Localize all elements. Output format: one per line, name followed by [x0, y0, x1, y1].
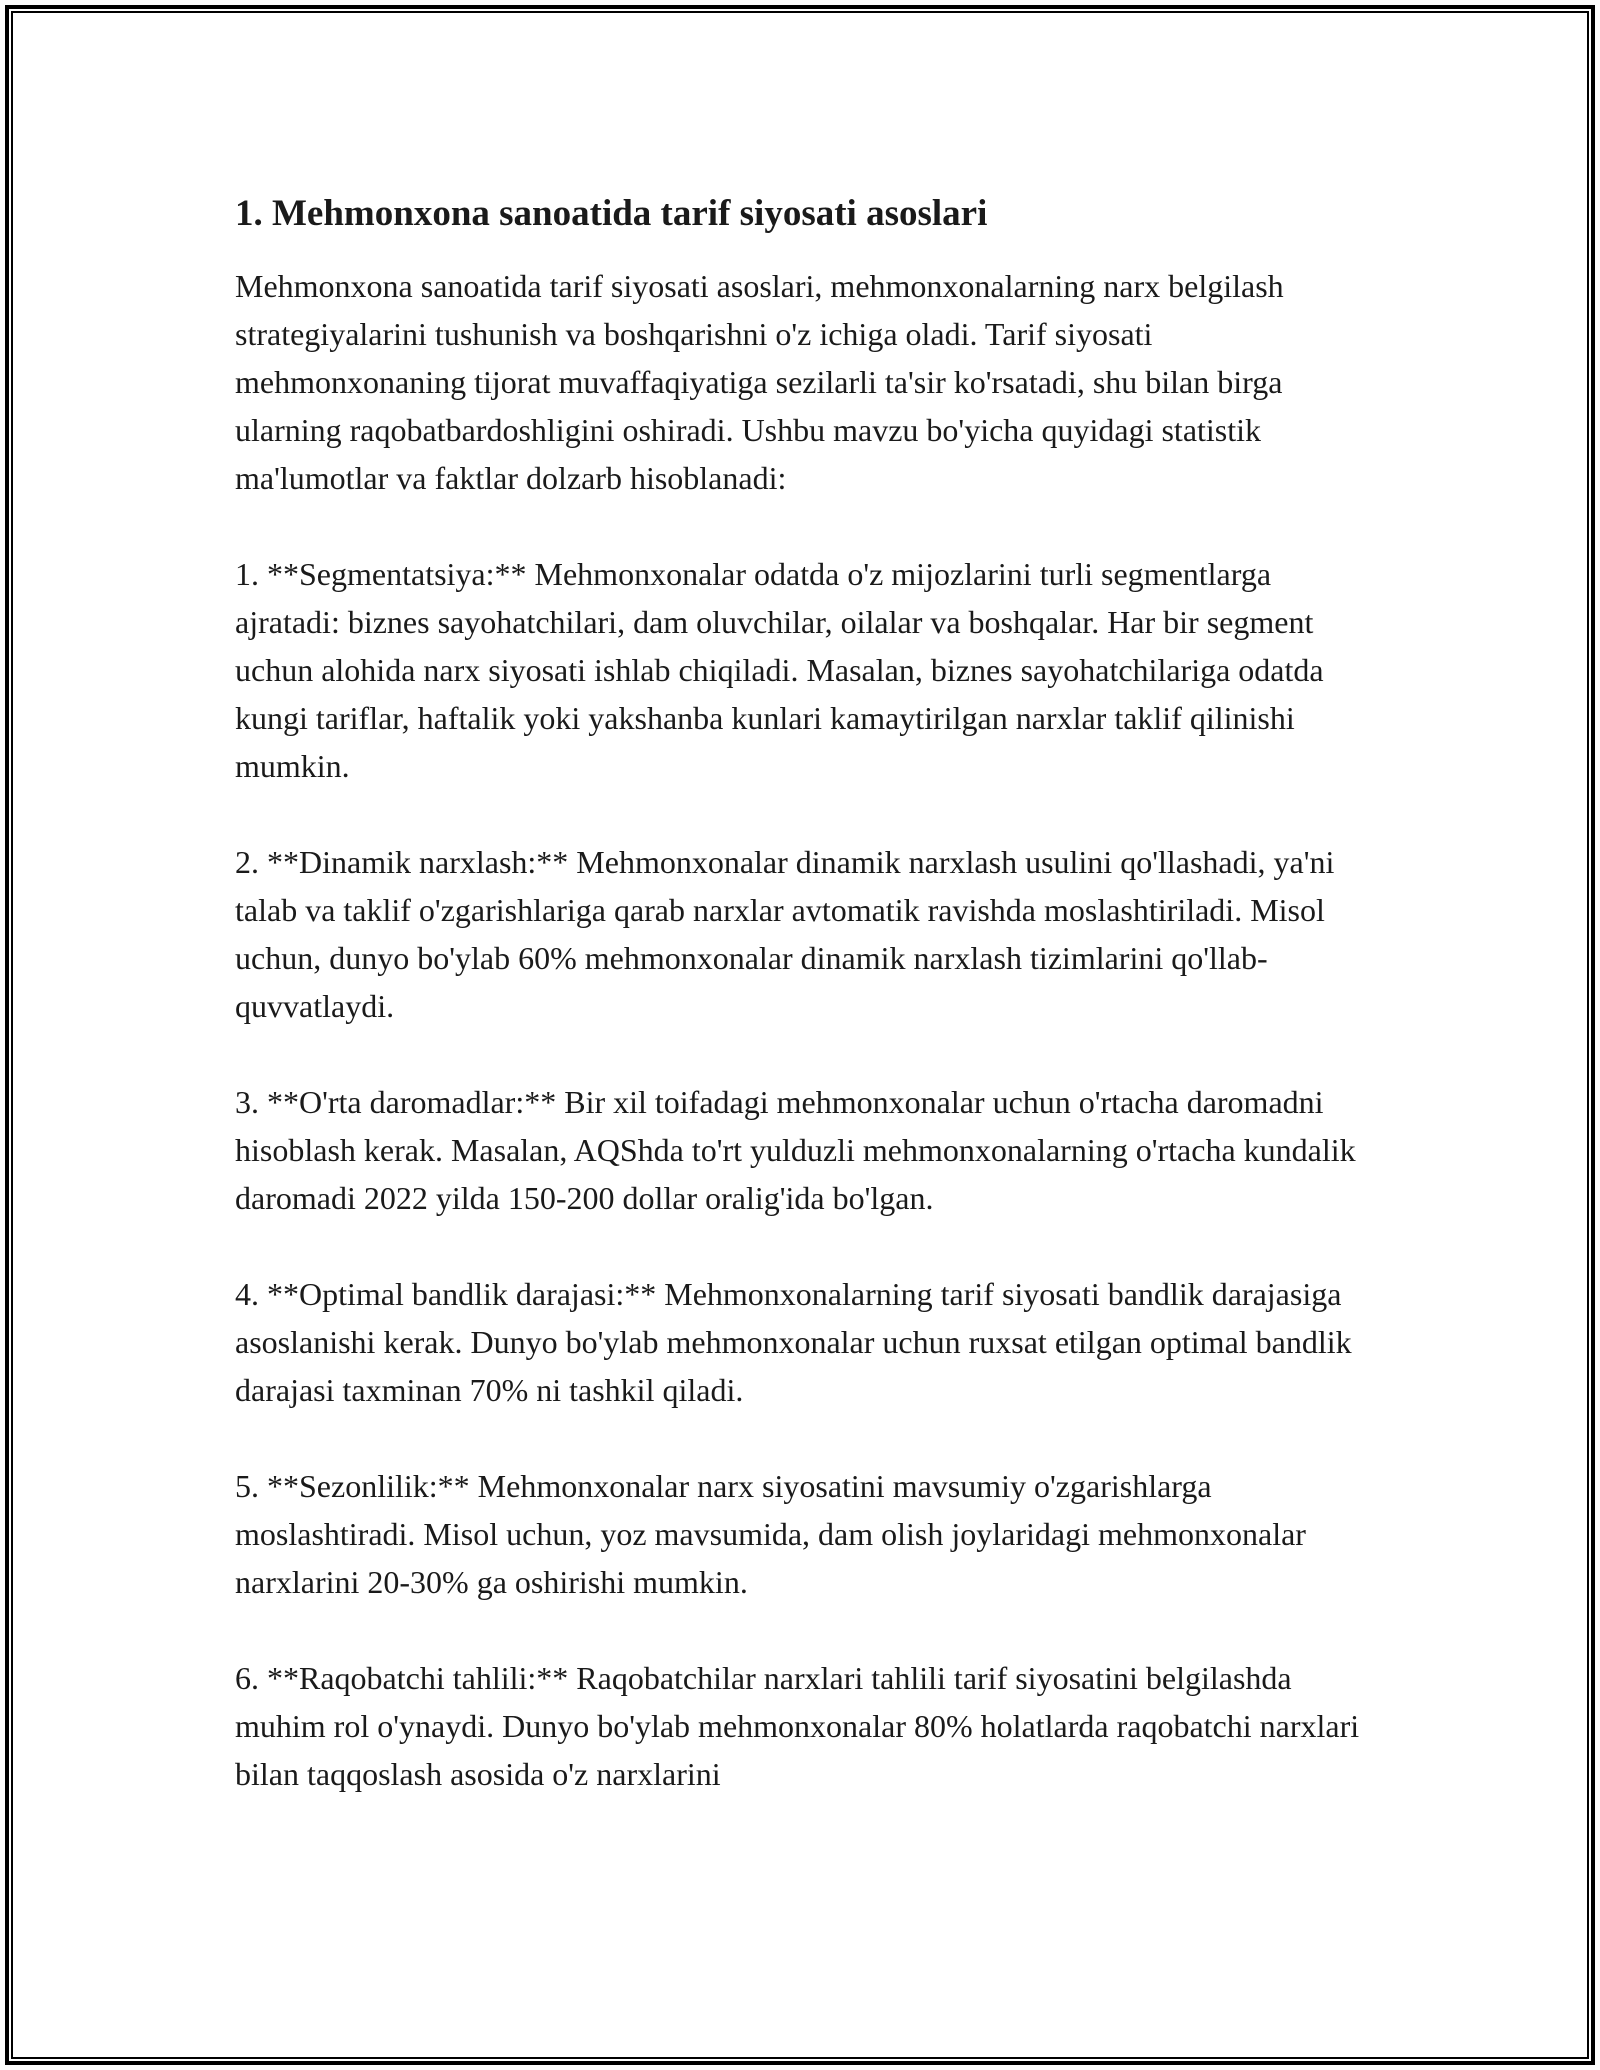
occupancy-paragraph: 4. **Optimal bandlik darajasi:** Mehmonxonalarning tarif siyosati bandlik darajasiga asoslanishi kerak. Dunyo bo'ylab mehmonxonalar uchun ruxsat etilgan optimal bandlik darajasi taxminan 70% ni tashkil qiladi. [235, 1276, 1352, 1408]
section-heading: 1. Mehmonxona sanoatida tarif siyosati asoslari [235, 193, 988, 234]
seasonality-paragraph: 5. **Sezonlilik:** Mehmonxonalar narx siyosatini mavsumiy o'zgarishlarga moslashtiradi. Misol uchun, yoz mavsumida, dam olish joylaridagi mehmonxonalar narxlarini 20-30% ga oshirishi mumkin. [235, 1468, 1306, 1600]
segmentation-paragraph: 1. **Segmentatsiya:** Mehmonxonalar odatda o'z mijozlarini turli segmentlarga ajratadi: biznes sayohatchilari, dam oluvchilar, oilalar va boshqalar. Har bir segment uchun alohida narx siyosati ishlab chiqiladi. Masalan, biznes sayohatchilariga odatda kungi tariflar, haftalik yoki yakshanba kunlari kamaytirilgan narxlar taklif qilinishi mumkin. [235, 556, 1324, 784]
intro-paragraph: Mehmonxona sanoatida tarif siyosati asoslari, mehmonxonalarning narx belgilash strategiyalarini tushunish va boshqarishni o'z ichiga oladi. Tarif siyosati mehmonxonaning tijorat muvaffaqiyatiga sezilarli ta'sir ko'rsatadi, shu bilan birga ularning raqobatbardoshligini oshiradi. Ushbu mavzu bo'yicha quyidagi statistik ma'lumotlar va faktlar dolzarb hisoblanadi: [235, 268, 1284, 496]
dynamic-pricing-paragraph: 2. **Dinamik narxlash:** Mehmonxonalar dinamik narxlash usulini qo'llashadi, ya'ni talab va taklif o'zgarishlariga qarab narxlar avtomatik ravishda moslashtiriladi. Misol uchun, dunyo bo'ylab 60% mehmonxonalar dinamik narxlash tizimlarini qo'llab-quvvatlaydi. [235, 844, 1335, 1024]
competitor-analysis-paragraph: 6. **Raqobatchi tahlili:** Raqobatchilar narxlari tahlili tarif siyosatini belgilashda muhim rol o'ynaydi. Dunyo bo'ylab mehmonxonalar 80% holatlarda raqobatchi narxlari bilan taqqoslash asosida o'z narxlarini [235, 1660, 1360, 1792]
average-revenue-paragraph: 3. **O'rta daromadlar:** Bir xil toifadagi mehmonxonalar uchun o'rtacha daromadni hisoblash kerak. Masalan, AQShda to'rt yulduzli mehmonxonalarning o'rtacha kundalik daromadi 2022 yilda 150-200 dollar oralig'ida bo'lgan. [235, 1084, 1356, 1216]
document-body [235, 188, 1375, 1846]
